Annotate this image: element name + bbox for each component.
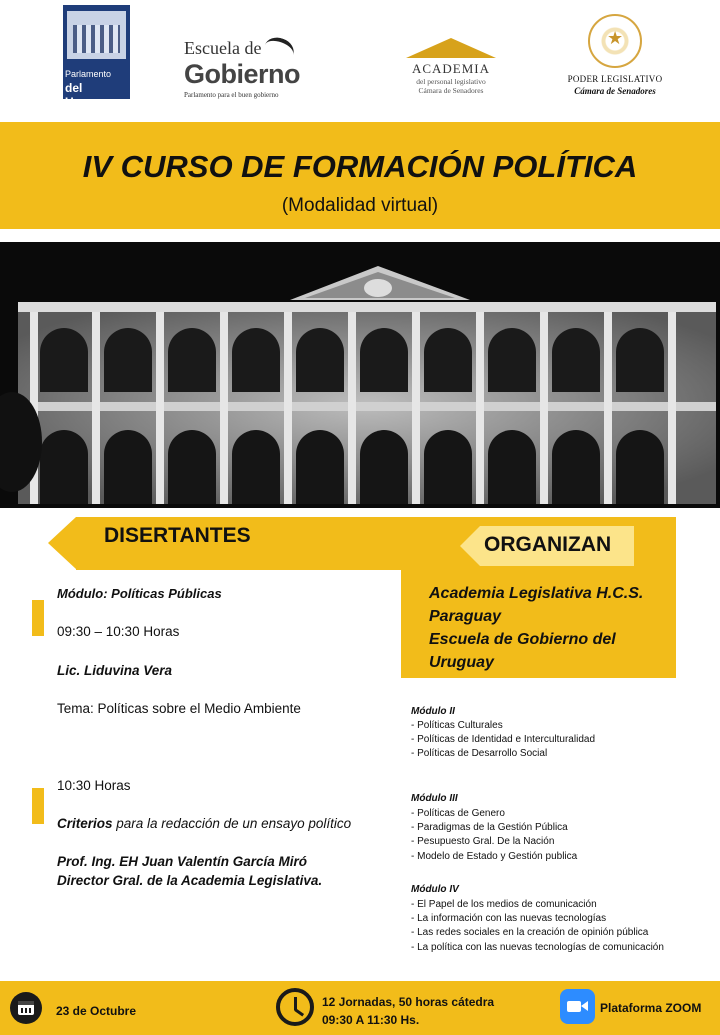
accent-marker xyxy=(32,788,44,824)
criterios-bold: Criterios xyxy=(57,816,113,831)
criterios-rest: para la redacción de un ensayo político xyxy=(112,816,352,831)
parlamento-uruguay-logo xyxy=(63,5,130,109)
speaker-title: Director Gral. de la Academia Legislativa. xyxy=(57,873,323,888)
logo-text: Parlamento xyxy=(65,69,112,79)
disertantes-arrow-tip xyxy=(48,517,76,569)
organizer-line: Escuela de Gobierno del xyxy=(429,631,616,648)
logo-text: del Uruguay xyxy=(65,81,114,109)
time-label: 10:30 Horas xyxy=(57,778,131,793)
logo-text: ACADEMIA xyxy=(411,61,491,76)
schedule-label: 09:30 A 11:30 Hs. xyxy=(322,1013,420,1027)
module-item: - La política con las nuevas tecnologías de comunicación xyxy=(411,942,664,953)
logo-text: Cámara de Senadores xyxy=(418,86,484,95)
logo-text: PODER LEGISLATIVO xyxy=(567,74,663,84)
building-emblem xyxy=(67,11,126,59)
module-item: - El Papel de los medios de comunicación xyxy=(411,899,597,910)
module-item: - Las redes sociales en la creación de opinión pública xyxy=(411,927,649,938)
logo-tagline: Parlamento para el buen gobierno xyxy=(184,91,279,99)
logo-text: del personal legislativo xyxy=(416,77,486,86)
disertantes-heading: DISERTANTES xyxy=(104,524,251,547)
module-item: - Políticas de Identidad e Interculturalidad xyxy=(411,734,595,745)
organizer-line: Uruguay xyxy=(429,654,494,671)
platform-label: Plataforma ZOOM xyxy=(600,1001,702,1015)
page-subtitle: (Modalidad virtual) xyxy=(281,195,439,216)
event-date: 23 de Octubre xyxy=(56,1004,137,1018)
organizer-line: Academia Legislativa H.C.S. xyxy=(429,585,644,602)
calendar-icon xyxy=(10,992,42,1024)
module-title: Módulo IV xyxy=(411,884,459,895)
poder-legislativo-seal xyxy=(588,14,642,68)
organizer-line: Paraguay xyxy=(429,608,502,625)
module-item: - Paradigmas de la Gestión Pública xyxy=(411,822,568,833)
time-label: 09:30 – 10:30 Horas xyxy=(57,624,180,639)
logo-text: Gobierno xyxy=(184,59,300,89)
module-item: - Políticas de Desarrollo Social xyxy=(411,748,548,759)
module-item: - La información con las nuevas tecnologías xyxy=(411,913,607,924)
accent-marker xyxy=(32,600,44,636)
module-item: - Políticas Culturales xyxy=(411,720,503,731)
zoom-icon xyxy=(560,989,595,1024)
modulo-label: Módulo: Políticas Públicas xyxy=(57,586,222,601)
organizan-heading: ORGANIZAN xyxy=(484,533,612,556)
page-title: IV CURSO DE FORMACIÓN POLÍTICA xyxy=(82,149,638,184)
clock-icon xyxy=(276,988,314,1026)
logo-text: Escuela de xyxy=(184,38,262,58)
jornadas-label: 12 Jornadas, 50 horas cátedra xyxy=(322,995,495,1009)
module-item: - Políticas de Genero xyxy=(411,808,505,819)
module-title: Módulo III xyxy=(411,793,458,804)
logo-text: Cámara de Senadores xyxy=(574,86,656,96)
speaker-name: Prof. Ing. EH Juan Valentín García Miró xyxy=(57,854,308,869)
module-item: - Modelo de Estado y Gestión publica xyxy=(411,851,578,862)
module-item: - Pesupuesto Gral. De la Nación xyxy=(411,836,555,847)
academia-logo xyxy=(398,38,504,98)
topic-label: Tema: Políticas sobre el Medio Ambiente xyxy=(57,701,301,716)
speaker-name: Lic. Liduvina Vera xyxy=(57,663,173,678)
organizan-label-tip xyxy=(460,526,480,566)
criterios-line xyxy=(57,816,351,831)
cabildo-building-illustration xyxy=(0,242,720,508)
star-icon: ★ xyxy=(607,28,624,48)
module-title: Módulo II xyxy=(411,706,455,717)
escuela-de-gobierno-logo xyxy=(184,38,304,100)
roof-icon xyxy=(406,38,496,58)
building-photo xyxy=(0,242,720,508)
